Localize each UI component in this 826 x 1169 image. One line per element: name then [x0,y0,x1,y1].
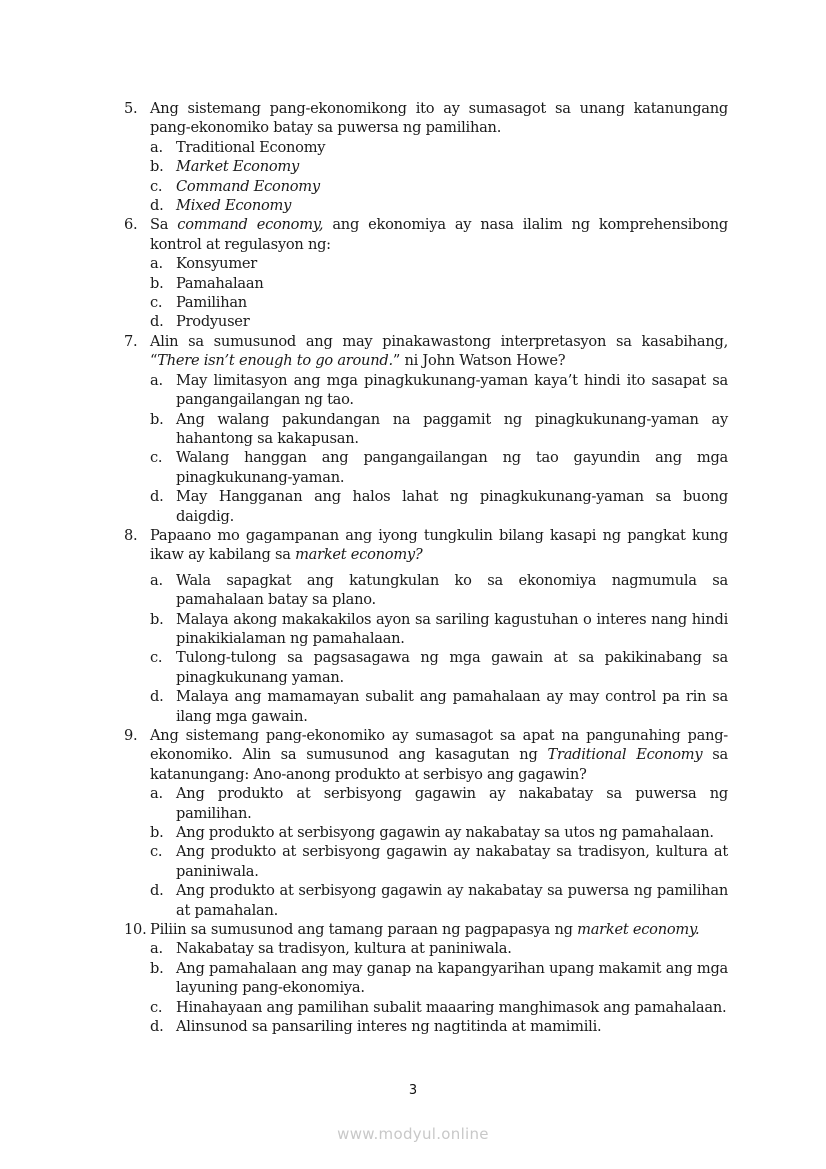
option-text: Prodyuser [176,313,250,331]
options-list [150,939,728,1036]
option-text: Ang produkto at serbisyong gagawin ay nakabatay sa puwersa ng pamilihan at pamahalan. [176,882,728,919]
option-letter: b. [150,959,164,977]
option-c [150,448,728,487]
option-letter: d. [150,488,164,506]
option-letter: c. [150,177,163,195]
option-c [150,998,728,1017]
option-c [150,177,728,196]
option-text: Ang produkto at serbisyong gagawin ay nakabatay sa utos ng pamahalaan. [176,824,714,842]
question-text [150,215,728,254]
option-letter: c. [150,449,163,467]
option-text: Malaya ang mamamayan subalit ang pamahalaan ay may control pa rin sa ilang mga gawain. [176,688,728,725]
question-text [150,99,728,138]
option-text: Alinsunod sa pansariling interes ng nagtitinda at mamimili. [176,1018,602,1036]
option-letter: d. [150,197,164,215]
option-c [150,293,728,312]
option-letter: b. [150,610,164,628]
option-d [150,312,728,331]
question-text [150,726,728,784]
option-b [150,410,728,449]
option-b [150,823,728,842]
question-text-part: Ang sistemang pang-ekonomikong ito ay sumasagot sa unang katanungang pang-ekonomiko batay sa puwersa ng pamilihan. [150,100,728,137]
question-list [124,99,728,1037]
option-d [150,196,728,215]
option-c [150,842,728,881]
question-number: 9. [124,727,138,744]
option-a [150,138,728,157]
option-text: Pamilihan [176,294,247,312]
option-a [150,371,728,410]
question-9 [124,726,728,920]
options-list [150,254,728,332]
option-letter: d. [150,313,164,331]
question-text [150,526,728,565]
option-letter: d. [150,1018,164,1036]
question-text-emphasis: Traditional Economy [547,746,703,764]
options-list [150,371,728,526]
question-text-part: Piliin sa sumusunod ang tamang paraan ng pagpapasya ng [150,921,578,939]
question-10 [124,920,728,1036]
option-letter: c. [150,649,163,667]
option-letter: a. [150,940,163,958]
option-d [150,881,728,920]
question-text-part: ang ekonomiya ay nasa ilalim ng komprehensibong kontrol at regulasyon ng: [150,216,728,253]
option-letter: d. [150,688,164,706]
question-6 [124,215,728,331]
option-text: Ang walang pakundangan na paggamit ng pinagkukunang-yaman ay hahantong sa kakapusan. [176,410,728,447]
question-text-part: Sa [150,216,178,234]
question-7 [124,332,728,526]
question-text-emphasis: market economy? [295,546,423,564]
option-text: Tulong-tulong sa pagsasagawa ng mga gawain at sa pakikinabang sa pinagkukunang yaman. [176,649,728,686]
question-text-part: sa katanungang: Ano-anong produkto at serbisyo ang gagawin? [150,746,728,783]
option-d [150,487,728,526]
option-text: Konsyumer [176,255,258,273]
option-b [150,274,728,293]
option-letter: c. [150,843,163,861]
option-text: Pamahalaan [176,274,264,292]
option-text: Malaya akong makakakilos ayon sa sariling kagustuhan o interes nang hindi pinakikialaman ng pamahalaan. [176,610,728,647]
option-text: Walang hanggan ang pangangailangan ng tao gayundin ang mga pinagkukunang-yaman. [176,449,728,486]
option-text: Hinahayaan ang pamilihan subalit maaaring manghimasok ang pamahalaan. [176,998,727,1016]
option-text: Ang produkto at serbisyong gagawin ay nakabatay sa tradisyon, kultura at paniniwala. [176,843,728,880]
question-number: 5. [124,100,138,117]
question-text-part: Ang sistemang pang-ekonomiko ay sumasagot sa apat na pangunahing pang-ekonomiko. Alin sa sumusunod ang kasagutan ng [150,727,728,764]
option-text: Market Economy [176,158,299,176]
option-text: Mixed Economy [176,197,292,215]
option-a [150,939,728,958]
question-text-quote: There isn’t enough to go around. [157,352,393,370]
option-letter: b. [150,158,164,176]
question-number: 8. [124,526,138,544]
option-text: Wala sapagkat ang katungkulan ko sa ekonomiya nagmumula sa pamahalaan batay sa plano. [176,571,728,609]
option-d [150,687,728,726]
option-a [150,784,728,823]
option-text: Command Economy [176,177,320,195]
option-text: Nakabatay sa tradisyon, kultura at paniniwala. [176,940,512,958]
option-letter: b. [150,410,164,428]
option-a [150,254,728,273]
option-letter: b. [150,274,164,292]
question-text-part: Alin sa sumusunod ang may pinakawastong interpretasyon sa kasabihang, “ [150,332,728,370]
page-number: 3 [408,1083,418,1098]
option-text: May Hangganan ang halos lahat ng pinagkukunang-yaman sa buong daigdig. [176,488,728,525]
option-letter: a. [150,371,163,389]
question-text-emphasis: command economy, [177,216,324,234]
question-number: 7. [124,332,138,350]
question-text [150,920,728,939]
question-5 [124,99,728,215]
option-letter: a. [150,138,163,156]
options-list [150,138,728,216]
watermark: www.modyul.online [337,1125,489,1143]
option-letter: c. [150,294,163,312]
option-letter: d. [150,882,164,900]
option-b [150,959,728,998]
option-d [150,1017,728,1036]
option-b [150,610,728,649]
question-text-part: Papaano mo gagampanan ang iyong tungkulin bilang kasapi ng pangkat kung ikaw ay kabilang sa [150,526,728,564]
option-b [150,157,728,176]
options-list [150,571,728,726]
question-number: 6. [124,216,138,234]
options-list [150,784,728,920]
option-letter: c. [150,998,163,1016]
question-text-part: ” ni John Watson Howe? [392,352,566,370]
option-a [150,571,728,610]
option-text: Ang pamahalaan ang may ganap na kapangyarihan upang makamit ang mga layuning pang-ekonomiya. [176,959,728,997]
question-8 [124,526,728,726]
question-text-emphasis: market economy. [577,921,700,939]
option-text: Ang produkto at serbisyong gagawin ay nakabatay sa puwersa ng pamilihan. [176,785,728,822]
option-letter: a. [150,571,163,589]
option-text: May limitasyon ang mga pinagkukunang-yaman kaya’t hindi ito sasapat sa pangangailangan ng tao. [176,371,728,409]
question-number: 10. [124,921,147,939]
option-letter: b. [150,824,164,842]
option-letter: a. [150,255,163,273]
question-text [150,332,728,371]
option-text: Traditional Economy [176,138,326,156]
option-c [150,648,728,687]
option-letter: a. [150,785,163,803]
